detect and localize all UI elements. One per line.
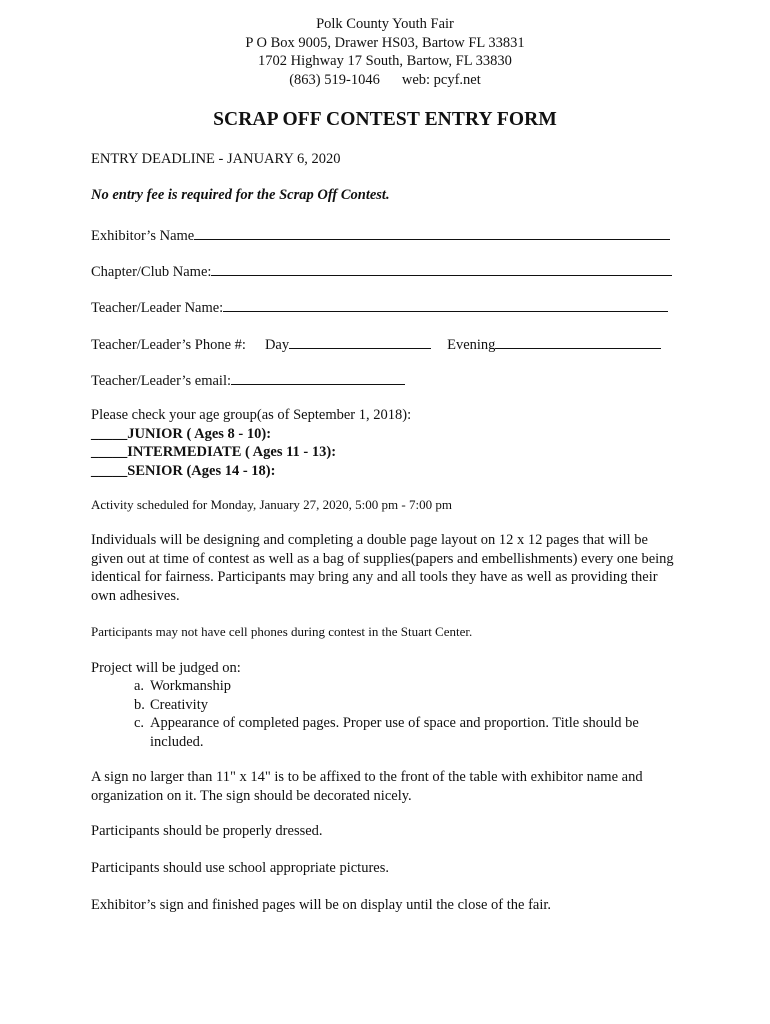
- activity-schedule: Activity scheduled for Monday, January 27, 2020, 5:00 pm - 7:00 pm: [91, 497, 452, 512]
- chapter-club-label: Chapter/Club Name:: [91, 264, 212, 280]
- judging-item-b: b. Creativity: [134, 696, 208, 713]
- teacher-leader-label: Teacher/Leader Name:: [91, 300, 224, 316]
- intermediate-checkbox-blank[interactable]: _____: [91, 444, 128, 460]
- dress-rule: Participants should be properly dressed.: [91, 823, 323, 839]
- teacher-leader-field[interactable]: [223, 297, 668, 312]
- cell-phone-rule: Participants may not have cell phones during contest in the Stuart Center.: [91, 624, 473, 639]
- age-option-intermediate[interactable]: [91, 443, 681, 462]
- judging-item-a: a. Workmanship: [134, 678, 231, 694]
- judging-intro: Project will be judged on:: [91, 660, 241, 676]
- intermediate-label: INTERMEDIATE ( Ages 11 - 13):: [127, 444, 337, 460]
- day-label: Day: [264, 337, 290, 353]
- email-row: [91, 370, 405, 390]
- email-label: Teacher/Leader’s email:: [91, 373, 232, 389]
- pictures-rule: Participants should use school appropriate pictures.: [91, 860, 389, 876]
- age-group-section: [91, 406, 681, 480]
- age-group-prompt: Please check your age group(as of September 1, 2018):: [91, 407, 412, 423]
- junior-checkbox-blank[interactable]: _____: [91, 425, 128, 442]
- exhibitor-name-label: Exhibitor’s Name: [91, 228, 195, 244]
- evening-label: Evening: [447, 337, 496, 353]
- junior-label: JUNIOR ( Ages 8 - 10):: [127, 425, 272, 442]
- display-note: Exhibitor’s sign and finished pages will be on display until the close of the fair.: [91, 897, 552, 913]
- senior-checkbox-blank[interactable]: _____: [91, 462, 128, 479]
- phone-row: [91, 334, 661, 354]
- fair-header: [0, 15, 770, 89]
- age-option-junior[interactable]: [91, 425, 681, 444]
- fee-note: No entry fee is required for the Scrap Off Contest.: [91, 187, 390, 203]
- phone-number: (863) 519-1046: [289, 71, 380, 88]
- entry-deadline: ENTRY DEADLINE - JANUARY 6, 2020: [91, 151, 341, 167]
- exhibitor-name-field[interactable]: [194, 225, 670, 240]
- sign-rule: A sign no larger than 11" x 14" is to be affixed to the front of the table with exhibitor name and organization on it. The sign should be decorated nicely.: [91, 769, 643, 804]
- age-option-senior[interactable]: [91, 462, 681, 481]
- contest-description: Individuals will be designing and completing a double page layout on 12 x 12 pages that will be given out at time of contest as well as a bag of supplies(papers and embellishments) every one being identical for fairness. Participants may bring any and all tools they have as well as providing their own adhesives.: [91, 532, 674, 604]
- evening-phone-field[interactable]: [495, 334, 661, 349]
- senior-label: SENIOR (Ages 14 - 18):: [127, 462, 276, 479]
- day-phone-field[interactable]: [289, 334, 431, 349]
- website: web: pcyf.net: [401, 71, 481, 88]
- teacher-leader-row: [91, 297, 668, 317]
- chapter-club-field[interactable]: [211, 261, 672, 276]
- mailing-address: P O Box 9005, Drawer HS03, Bartow FL 33831: [245, 34, 525, 51]
- phone-label: Teacher/Leader’s Phone #:: [91, 337, 246, 353]
- chapter-club-row: [91, 261, 672, 281]
- fair-name: Polk County Youth Fair: [316, 16, 454, 32]
- contact-line: [0, 71, 770, 90]
- street-address: 1702 Highway 17 South, Bartow, FL 33830: [258, 53, 512, 69]
- form-title: SCRAP OFF CONTEST ENTRY FORM: [213, 109, 557, 130]
- judging-criteria-list: [134, 677, 679, 751]
- email-field[interactable]: [231, 370, 405, 385]
- judging-item-c: c. Appearance of completed pages. Proper use of space and proportion. Title should be included.: [134, 715, 639, 750]
- exhibitor-name-row: [91, 225, 670, 245]
